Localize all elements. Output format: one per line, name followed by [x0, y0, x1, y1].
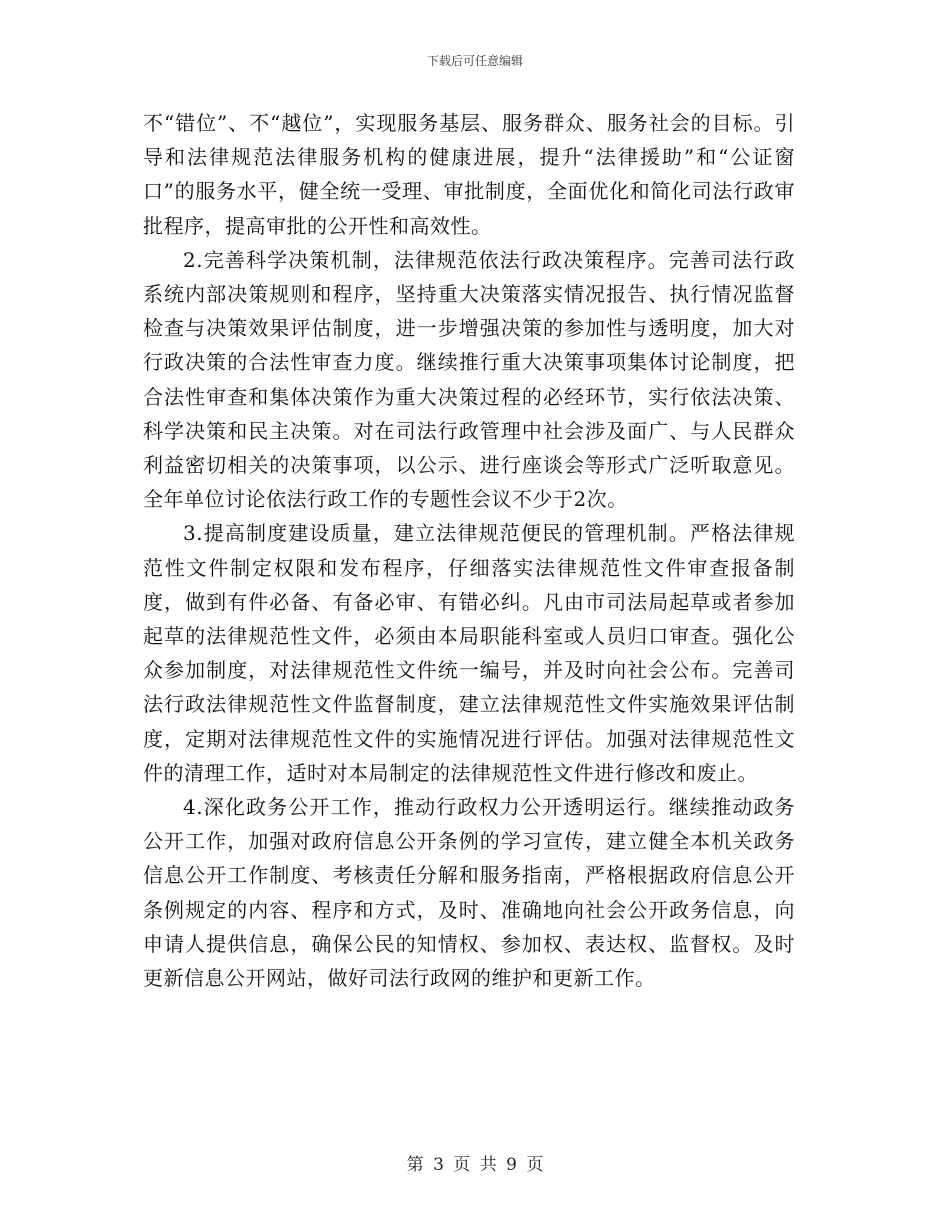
paragraph-item-2: 2.完善科学决策机制，法律规范依法行政决策程序。完善司法行政系统内部决策规则和程序，坚持重大决策落实情况报告、执行情况监督检查与决策效果评估制度，进一步增强决策的参加性与透明度，加大对行政决策的合法性审查力度。继续推行重大决策事项集体讨论制度，把合法性审查和集体决策作为重大决策过程的必经环节，实行依法决策、科学决策和民主决策。对在司法行政管理中社会涉及面广、与人民群众利益密切相关的决策事项，以公示、进行座谈会等形式广泛听取意见。全年单位讨论依法行政工作的专题性会议不少于2次。	[143, 247, 795, 512]
paragraph-item-4: 4.深化政务公开工作，推动行政权力公开透明运行。继续推动政务公开工作，加强对政府信息公开条例的学习宣传，建立健全本机关政务信息公开工作制度、考核责任分解和服务指南，严格根据政府信息公开条例规定的内容、程序和方式，及时、准确地向社会公开政务信息，向申请人提供信息，确保公民的知情权、参加权、表达权、监督权。及时更新信息公开网站，做好司法行政网的维护和更新工作。	[143, 795, 795, 991]
document-body	[143, 106, 795, 995]
page-header: 下载后可任意编辑	[426, 54, 523, 68]
paragraph-item-3: 3.提高制度建设质量，建立法律规范便民的管理机制。严格法律规范性文件制定权限和发布程序，仔细落实法律规范性文件审查报备制度，做到有件必备、有备必审、有错必纠。凡由市司法局起草或者参加起草的法律规范性文件，必须由本局职能科室或人员归口审查。强化公众参加制度，对法律规范性文件统一编号，并及时向社会公布。完善司法行政法律规范性文件监督制度，建立法律规范性文件实施效果评估制度，定期对法律规范性文件的实施情况进行评估。加强对法律规范性文件的清理工作，适时对本局制定的法律规范性文件进行修改和废止。	[143, 521, 795, 785]
paragraph-continued: 不“错位”、不“越位”，实现服务基层、服务群众、服务社会的目标。引导和法律规范法律服务机构的健康进展，提升“法律援助”和“公证窗口”的服务水平，健全统一受理、审批制度，全面优化和简化司法行政审批程序，提高审批的公开性和高效性。	[143, 111, 795, 238]
page-number-footer: 第 3 页 共 9 页	[406, 1155, 544, 1175]
